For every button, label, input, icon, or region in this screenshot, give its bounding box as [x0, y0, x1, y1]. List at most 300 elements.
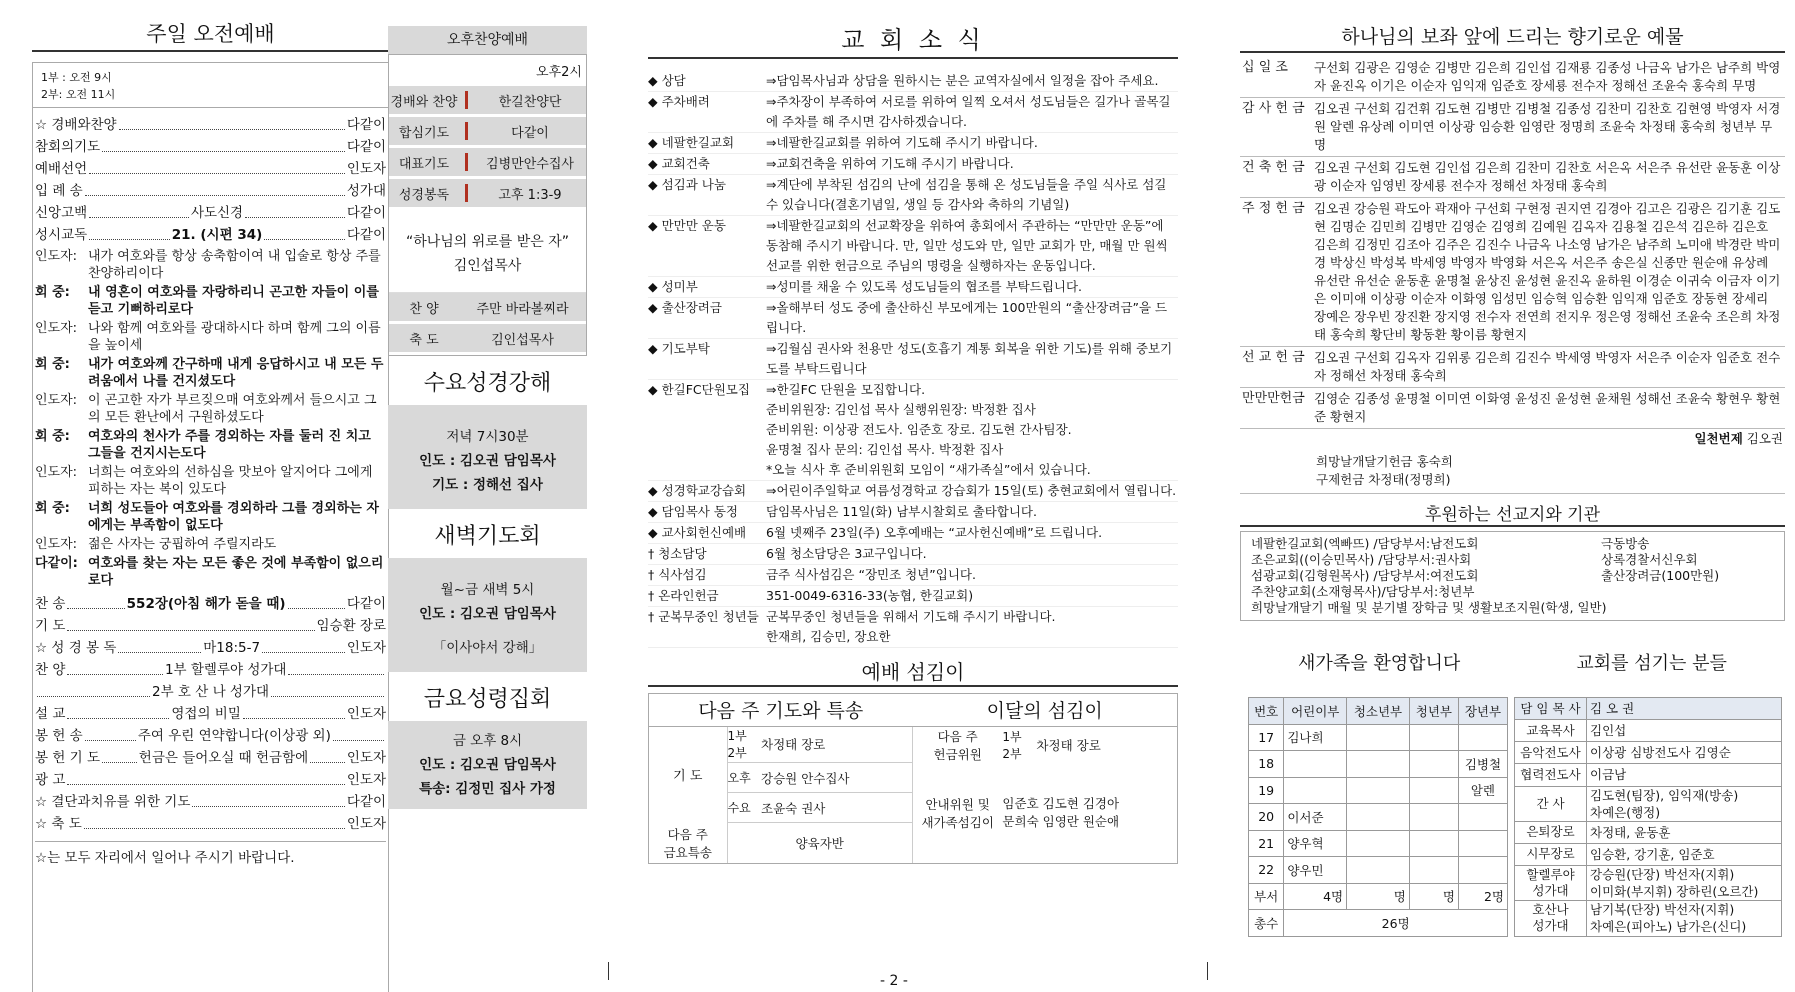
reading-speaker: 인도자: — [35, 393, 78, 408]
order-dots — [192, 793, 344, 807]
news-key: ◆ 주차배려 — [648, 94, 710, 109]
newcomer-cell — [1284, 777, 1347, 804]
afternoon-time: 오후2시 — [536, 65, 582, 80]
hope-offering: 희망날개달기헌금 홍숙희 — [1316, 454, 1453, 469]
afternoon-value: 고후 1:3-9 — [498, 187, 562, 203]
mission-church: 네팔한길교회(엑빠뜨) /담당부서:남전도회 — [1251, 536, 1479, 551]
newcomer-table — [1248, 697, 1508, 937]
order-row — [35, 793, 386, 811]
order-dots — [67, 595, 124, 609]
news-item — [648, 544, 1178, 565]
news-key: ◆ 기도부탁 — [648, 341, 710, 356]
offering-row — [1240, 198, 1785, 347]
news-item — [648, 92, 1178, 133]
newcomer-cell — [1409, 724, 1458, 751]
news-key: ◆ 출산장려금 — [648, 300, 722, 315]
order-dots — [245, 204, 345, 218]
servant-names: 김도현(팀장), 임익재(방송) 차예은(행정) — [1587, 786, 1782, 821]
friday-title: 금요성령집회 — [423, 687, 552, 712]
news-item — [648, 607, 1178, 648]
news-item — [648, 502, 1178, 523]
order-leader: 인도자 — [346, 161, 386, 177]
newcomer-title: 새가족을 환영합니다 — [1298, 653, 1461, 674]
newcomer-cell: 양우혁 — [1284, 830, 1347, 857]
wednesday-title: 수요성경강해 — [423, 371, 552, 396]
standing-note: ☆는 모두 자리에서 일어나 주시기 바랍니다. — [35, 841, 386, 866]
reading-speaker: 인도자: — [35, 249, 78, 264]
afternoon-value: 주만 바라볼찌라 — [476, 301, 569, 317]
servant-role: 은퇴장로 — [1515, 821, 1587, 843]
servant-names: 강승원(단장) 박선자(지휘) 이미화(부지휘) 장하린(오르간) — [1587, 865, 1782, 900]
reading-text: 여호와를 찾는 자는 모든 좋은 것에 부족함이 없으리로다 — [88, 556, 384, 588]
friday-leader: 인도 : 김오권 담임목사 — [419, 757, 556, 773]
news-text: ⇒김월심 권사와 천용만 성도(호흡기 계통 회복을 위한 기도)를 위해 중보기도를 부탁드립니다 — [766, 341, 1173, 376]
order-detail: 552장(아침 해가 돋을 때) — [126, 596, 286, 612]
order-label: ☆ 결단과치유를 위한 기도 — [35, 794, 191, 810]
newcomer-cell: 17 — [1249, 724, 1284, 751]
offering-row — [1240, 388, 1785, 429]
news-key: † 청소담당 — [648, 546, 707, 561]
order-detail: 사도신경 — [190, 205, 244, 221]
friday-time: 금 오후 8시 — [452, 733, 523, 749]
afternoon-value: 김인섭목사 — [491, 332, 554, 348]
afternoon-divider — [465, 153, 468, 171]
afternoon-divider — [465, 122, 468, 140]
news-key: † 온라인헌금 — [648, 588, 719, 603]
dawn-leader: 인도 : 김오권 담임목사 — [419, 606, 556, 622]
offering-names: 김오권 구선회 김도현 김인섭 김은희 김찬미 김찬호 서은옥 서은주 유선란 윤동훈 이상광 이순자 임영빈 장세룡 전수자 정해선 차정태 홍숙희 — [1314, 160, 1781, 193]
anniv-row — [1240, 429, 1785, 447]
servant-row — [1515, 786, 1782, 821]
offering-names: 김오권 구선회 김옥자 김위롱 김은희 김진수 박세영 박영자 서은주 이순자 임준호 전수자 정해선 차정태 홍숙희 — [1314, 350, 1781, 383]
duty-p1-k: 1부 2부 — [727, 726, 761, 763]
news-item — [648, 586, 1178, 607]
wednesday-leader: 인도 : 김오권 담임목사 — [419, 453, 556, 469]
news-text: ⇒계단에 부착된 섬김의 난에 섬김을 통해 온 성도님들을 주일 식사로 섬길 수 있습니다(결혼기념일, 생일 등 감사와 축하의 기념일) — [766, 177, 1167, 212]
order-dots — [84, 815, 345, 829]
servants-table — [1514, 697, 1782, 937]
newcomer-cell — [1347, 830, 1410, 857]
order-detail: 영접의 비밀 — [171, 706, 241, 722]
wednesday-prayer: 기도 : 정해선 집사 — [432, 477, 543, 493]
newcomer-cell: 김병철 — [1458, 751, 1507, 778]
afternoon-item: 축 도 — [409, 332, 439, 348]
reading-text: 내가 여호와를 항상 송축함이여 내 입술로 항상 주를 찬양하리이다 — [88, 249, 381, 281]
newcomer-row — [1249, 777, 1508, 804]
servant-row — [1515, 843, 1782, 865]
reading-speaker: 다같이: — [35, 556, 78, 571]
afternoon-item: 찬 양 — [409, 301, 439, 317]
dawn-title: 새벽기도회 — [434, 524, 541, 549]
news-text: 6월 청소담당은 3교구입니다. — [766, 546, 927, 561]
afternoon-item: 성경봉독 — [398, 187, 450, 203]
newcomer-cell — [1347, 804, 1410, 831]
news-item — [648, 298, 1178, 339]
news-key: ◆ 한길FC단원모집 — [648, 382, 750, 397]
relief-offering: 구제헌금 차정태(정명희) — [1316, 472, 1451, 487]
order-label: 광 고 — [35, 772, 66, 788]
offering-category: 주 정 헌 금 — [1242, 201, 1305, 216]
responsive-reading — [35, 428, 386, 462]
news-key: ◆ 네팔한길교회 — [648, 135, 735, 150]
newcomer-dept-cell: 명 — [1409, 883, 1458, 910]
news-text: 금주 식사섬김은 “장민조 청년”입니다. — [766, 567, 976, 582]
news-key: ◆ 상담 — [648, 73, 686, 88]
mission-org: 극동방송 — [1601, 536, 1650, 551]
news-text: ⇒올해부터 성도 중에 출산하신 부모에게는 100만원의 “출산장려금”을 드립니다. — [766, 300, 1168, 335]
news-item — [648, 133, 1178, 154]
order-label: ☆ 성 경 봉 독 — [35, 640, 117, 656]
order-dots — [310, 749, 345, 763]
reading-speaker: 인도자: — [35, 537, 78, 552]
duty-right-title: 이달의 섬김이 — [912, 694, 1177, 726]
newcomer-row — [1249, 857, 1508, 884]
order-dots — [102, 138, 345, 152]
order-row — [35, 639, 386, 657]
afternoon-preacher: 김인섭목사 — [453, 258, 522, 274]
reading-text: 젊은 사자는 궁핍하여 주릴지라도 — [88, 537, 277, 552]
news-item — [648, 277, 1178, 298]
newcomer-cell — [1409, 804, 1458, 831]
news-item — [648, 565, 1178, 586]
order-dots — [67, 661, 163, 675]
order-detail: 헌금은 들어오실 때 헌금함에 — [138, 750, 309, 766]
afternoon-item: 대표기도 — [398, 156, 450, 172]
responsive-reading — [35, 392, 386, 426]
newcomer-cell — [1458, 857, 1507, 884]
order-row — [35, 661, 386, 679]
order-dots — [89, 204, 189, 218]
reading-speaker: 인도자: — [35, 321, 78, 336]
newcomer-cell — [1458, 724, 1507, 751]
reading-text: 이 곤고한 자가 부르짖으매 여호와께서 들으시고 그의 모든 환난에서 구원하셨도다 — [88, 393, 377, 425]
worship-order — [32, 108, 389, 992]
news-item — [648, 339, 1178, 380]
news-text: ⇒주차장이 부족하여 서로를 위하여 일찍 오셔서 성도님들은 길가나 골목길에 주차를 해 주시면 감사하겠습니다. — [766, 94, 1171, 129]
newcomer-dept-cell: 명 — [1347, 883, 1410, 910]
offering-row — [1240, 98, 1785, 157]
newcomer-cell — [1458, 830, 1507, 857]
side-services-column — [388, 0, 587, 809]
order-row — [35, 138, 386, 156]
newcomer-cell — [1409, 857, 1458, 884]
afternoon-item: 합심기도 — [398, 125, 450, 141]
afternoon-divider — [465, 91, 468, 109]
news-list — [648, 71, 1178, 648]
servant-names: 이상광 심방전도사 김영순 — [1587, 742, 1782, 764]
order-leader: 인도자 — [346, 772, 386, 788]
servant-names: 차정태, 윤동훈 — [1587, 821, 1782, 843]
newcomer-dept-cell: 부서 — [1249, 883, 1284, 910]
news-text: ⇒어린이주일학교 여름성경학교 강습회가 15일(토) 충현교회에서 열립니다. — [766, 483, 1177, 498]
duty-special-label: 다음 주 금요특송 — [649, 823, 727, 863]
order-dots — [67, 705, 169, 719]
newcomer-header: 장년부 — [1458, 698, 1507, 725]
news-key: ◆ 성경학교강습회 — [648, 483, 747, 498]
newcomer-total-row — [1249, 910, 1508, 937]
order-leader: 다같이 — [346, 139, 386, 155]
newcomer-dept-cell: 4명 — [1284, 883, 1347, 910]
responsive-reading — [35, 248, 386, 282]
order-detail: 마18:5-7 — [203, 640, 261, 656]
news-text: ⇒한길FC 단원을 모집합니다. 준비위원장: 김인섭 목사 실행위원장: 박정환 집사 준비위원: 이상광 전도사. 임준호 장로. 김도현 간사팀장. 윤명철 집사 문의: 김인섭 목사. 박정환 집사 *오늘 식사 후 준비위원회 모임이 “새가족실”에서 있습니다. — [766, 382, 1091, 477]
order-label: ☆ 축 도 — [35, 816, 82, 832]
mission-box — [1240, 531, 1785, 621]
duty-table — [649, 694, 1177, 863]
servants-title: 교회를 섬기는 분들 — [1576, 653, 1727, 674]
order-dots — [118, 639, 201, 653]
reading-speaker: 회 중: — [35, 357, 70, 372]
duty-left-title: 다음 주 기도와 특송 — [649, 694, 912, 726]
duty-title: 예배 섬김이 — [648, 656, 1178, 687]
newcomer-cell: 이서준 — [1284, 804, 1347, 831]
afternoon-box — [388, 54, 587, 356]
newcomer-cell — [1347, 724, 1410, 751]
reading-text: 나와 함께 여호와를 광대하시다 하며 함께 그의 이름을 높이세 — [88, 321, 381, 353]
reading-text: 내 영혼이 여호와를 자랑하리니 곤고한 자들이 이를 듣고 기뻐하리로다 — [88, 285, 379, 317]
servant-row — [1515, 865, 1782, 900]
duty-offer-v: 차정태 장로 — [1036, 737, 1101, 753]
news-item — [648, 71, 1178, 92]
afternoon-row — [389, 179, 586, 210]
offering-names: 김오권 구선회 김건휘 김도현 김병만 김병철 김종성 김찬미 김찬호 김현영 박영자 서경원 알렌 유상례 이미연 이상광 임승환 임영란 정명희 조윤숙 차정태 홍숙희 청년부 무명 — [1314, 101, 1781, 152]
reading-speaker: 회 중: — [35, 501, 70, 516]
duty-guide-v: 임준호 김도현 김경아 문희숙 임영란 원순애 — [1002, 795, 1120, 829]
order-leader: 다같이 — [346, 596, 387, 612]
newcomer-header: 번호 — [1249, 698, 1284, 725]
order-label: 봉 헌 송 — [35, 728, 83, 744]
offering-table — [1240, 57, 1785, 429]
order-dots — [271, 683, 384, 697]
reading-speaker: 인도자: — [35, 465, 78, 480]
order-label: 찬 양 — [35, 662, 66, 678]
offering-category: 십 일 조 — [1242, 60, 1288, 75]
order-label: 예배선언 — [35, 161, 88, 177]
news-title: 교 회 소 식 — [648, 20, 1178, 59]
news-key: ◆ 섬김과 나눔 — [648, 177, 726, 192]
order-dots — [85, 727, 136, 741]
duty-guide-label: 안내위원 및 새가족섬김이 — [921, 796, 994, 830]
order-label: 성시교독 — [35, 227, 88, 243]
offering-names: 김영순 김종성 윤명철 이미연 이화영 윤성진 윤성현 윤채원 성해선 조윤숙 황현우 황현준 황현지 — [1314, 391, 1781, 424]
mission-org: 출산장려금(100만원) — [1601, 568, 1720, 583]
newcomer-row — [1249, 830, 1508, 857]
offering-row — [1240, 347, 1785, 388]
servant-role: 교육목사 — [1515, 720, 1587, 742]
order-row — [35, 160, 386, 178]
news-item — [648, 380, 1178, 481]
order-dots — [67, 617, 314, 631]
mission-row — [1251, 568, 1774, 584]
responsive-reading — [35, 320, 386, 354]
news-text: ⇒담임목사님과 상담을 원하시는 분은 교역자실에서 일정을 잡아 주세요. — [766, 73, 1159, 88]
order-row — [35, 617, 386, 635]
newcomer-cell — [1409, 830, 1458, 857]
duty-p3-k: 수요 — [727, 793, 761, 823]
order-detail: 주여 우린 연약합니다(이상광 외) — [137, 728, 331, 744]
news-key: † 식사섬김 — [648, 567, 707, 582]
order-dots — [288, 661, 384, 675]
offering-category: 선 교 헌 금 — [1242, 350, 1305, 365]
newcomer-header: 청소년부 — [1347, 698, 1410, 725]
order-dots — [264, 226, 345, 240]
newcomer-cell: 20 — [1249, 804, 1284, 831]
newcomer-header-row — [1249, 698, 1508, 725]
servant-row — [1515, 720, 1782, 742]
order-dots — [85, 182, 345, 196]
news-text: ⇒교회건축을 위하여 기도해 주시기 바랍니다. — [766, 156, 1014, 171]
reading-speaker: 회 중: — [35, 285, 70, 300]
order-dots — [288, 595, 345, 609]
duty-box — [648, 693, 1178, 864]
dawn-time: 월~금 새벽 5시 — [440, 582, 535, 598]
order-dots — [67, 771, 345, 785]
servant-role: 간 사 — [1515, 786, 1587, 821]
news-item — [648, 481, 1178, 502]
service-time-1: 1부 : 오전 9시 — [41, 71, 112, 84]
offering-category: 감 사 헌 금 — [1242, 101, 1305, 116]
responsive-reading — [35, 555, 386, 589]
mission-row — [1251, 552, 1774, 568]
afternoon-row — [389, 86, 586, 117]
order-label: 설 교 — [35, 706, 66, 722]
reading-text: 여호와의 천사가 주를 경외하는 자를 둘러 진 치고 그들을 건지시는도다 — [88, 429, 371, 461]
servant-row — [1515, 698, 1782, 720]
order-label: 참회의기도 — [35, 139, 101, 155]
news-text: ⇒네팔한길교회의 선교확장을 위하여 총회에서 주관하는 “만만만 운동”에 동참해 주시기 바랍니다. 만, 일만 성도와 만, 일만 교회가 만, 매월 만 원씩 선교를 위한 헌금으로 주님의 명령을 실행하자는 운동입니다. — [766, 218, 1168, 273]
afternoon-value: 다같이 — [511, 125, 549, 141]
newcomer-cell — [1347, 777, 1410, 804]
friday-special: 특송: 김정민 집사 가정 — [419, 781, 556, 797]
responsive-reading — [35, 500, 386, 534]
offering-category: 건 축 헌 금 — [1242, 160, 1305, 175]
order-label: 찬 송 — [35, 596, 66, 612]
reading-text: 너희는 여호와의 선하심을 맛보아 알지어다 그에게 피하는 자는 복이 있도다 — [88, 465, 373, 497]
offering-names: 구선회 김광은 김영순 김병만 김은희 김인섭 김재룡 김종성 나금옥 남가은 남주희 박영자 윤진옥 이기은 이순자 임익재 임준호 장세룡 전수자 정해선 조윤숙 홍숙희 무명 — [1314, 60, 1781, 93]
afternoon-sermon — [389, 210, 586, 293]
news-key: ◆ 교회건축 — [648, 156, 710, 171]
offering-column — [1240, 0, 1785, 937]
reading-text: 내가 여호와께 간구하매 내게 응답하시고 내 모든 두려움에서 나를 건지셨도다 — [88, 357, 384, 389]
newcomer-total-label: 총수 — [1249, 910, 1284, 937]
servant-role: 할렐루야 성가대 — [1515, 865, 1587, 900]
news-item — [648, 523, 1178, 544]
news-item — [648, 175, 1178, 216]
order-detail: 1부 할렐루야 성가대 — [164, 662, 287, 678]
anniv-value: 김오권 — [1746, 431, 1783, 446]
order-leader: 성가대 — [346, 183, 386, 199]
news-text: 351-0049-6316-33(농협, 한길교회) — [766, 588, 974, 603]
newcomer-cell — [1409, 777, 1458, 804]
news-key: ◆ 성미부 — [648, 279, 698, 294]
offering-row — [1240, 157, 1785, 198]
afternoon-row — [389, 324, 586, 355]
duty-p1-v: 차정태 장로 — [761, 726, 912, 763]
order-leader: 다같이 — [346, 794, 386, 810]
mission-church: 섬광교회(김형원목사) /담당부서:여전도회 — [1251, 568, 1479, 583]
newcomer-dept-row — [1249, 883, 1508, 910]
afternoon-divider — [465, 184, 468, 202]
order-label: 기 도 — [35, 618, 66, 634]
newcomer-dept-cell: 2명 — [1458, 883, 1507, 910]
newcomer-row — [1249, 724, 1508, 751]
order-row — [35, 182, 386, 200]
newcomer-cell — [1347, 857, 1410, 884]
extra-offerings — [1240, 453, 1785, 494]
order-dots — [119, 116, 345, 130]
newcomer-cell: 19 — [1249, 777, 1284, 804]
duty-offer-k: 1부 2부 — [1002, 729, 1022, 761]
afternoon-item: 경배와 찬양 — [390, 94, 458, 110]
anniv-label: 일천번제 — [1694, 431, 1743, 446]
bottom-titles — [1240, 649, 1785, 675]
newcomer-cell — [1409, 751, 1458, 778]
order-dots — [89, 160, 345, 174]
afternoon-row — [389, 148, 586, 179]
reading-text: 너희 성도들아 여호와를 경외하라 그를 경외하는 자에게는 부족함이 없도다 — [88, 501, 379, 533]
newcomer-cell: 22 — [1249, 857, 1284, 884]
order-dots — [89, 226, 170, 240]
newcomer-cell — [1347, 751, 1410, 778]
afternoon-row — [389, 293, 586, 324]
order-row — [35, 771, 386, 789]
afternoon-title: 오후찬양예배 — [388, 26, 587, 54]
service-times — [32, 62, 389, 108]
order-dots — [243, 705, 345, 719]
mission-church: 조은교회((이승민목사) /담당부서:권사회 — [1251, 552, 1472, 567]
newcomer-cell: 양우민 — [1284, 857, 1347, 884]
bottom-tables — [1248, 697, 1785, 937]
order-dots — [37, 683, 150, 697]
newcomer-cell: 알렌 — [1458, 777, 1507, 804]
reading-speaker: 회 중: — [35, 429, 70, 444]
fold-line-left — [608, 962, 609, 980]
news-key: ◆ 만만만 운동 — [648, 218, 726, 233]
newcomer-row — [1249, 751, 1508, 778]
friday-box — [388, 721, 587, 809]
duty-special-v: 양육자반 — [727, 823, 912, 863]
order-row — [35, 683, 386, 701]
order-leader: 다같이 — [346, 227, 387, 243]
mission-church: 주찬양교회(소재형목사)/담당부서:청년부 — [1251, 584, 1475, 599]
order-row — [35, 226, 386, 244]
order-leader: 인도자 — [346, 706, 386, 722]
news-item — [648, 216, 1178, 277]
news-key: ◆ 교사회헌신예배 — [648, 525, 747, 540]
servant-row — [1515, 821, 1782, 843]
order-row — [35, 204, 386, 222]
servant-role: 음악전도사 — [1515, 742, 1587, 764]
duty-p2-v: 강승원 안수집사 — [761, 763, 912, 793]
offering-category: 만만만헌금 — [1242, 391, 1305, 406]
newcomer-header: 어린이부 — [1284, 698, 1347, 725]
afternoon-value: 한길찬양단 — [498, 94, 562, 110]
morning-service-title: 주일 오전예배 — [32, 18, 389, 52]
servant-names: 이금남 — [1587, 764, 1782, 786]
servant-names: 임승환, 강기훈, 임준호 — [1587, 843, 1782, 865]
mission-row — [1251, 536, 1774, 552]
order-label: 봉 헌 기 도 — [35, 750, 101, 766]
servant-role: 담 임 목 사 — [1515, 698, 1587, 720]
mission-org: 상록경찰서신우회 — [1601, 552, 1698, 567]
newcomer-cell: 18 — [1249, 751, 1284, 778]
servant-row — [1515, 764, 1782, 786]
order-leader: 임승환 장로 — [316, 618, 386, 634]
fold-line-right — [1207, 962, 1208, 980]
afternoon-value: 김병만안수집사 — [486, 156, 574, 172]
newcomer-cell: 21 — [1249, 830, 1284, 857]
responsive-reading — [35, 464, 386, 498]
